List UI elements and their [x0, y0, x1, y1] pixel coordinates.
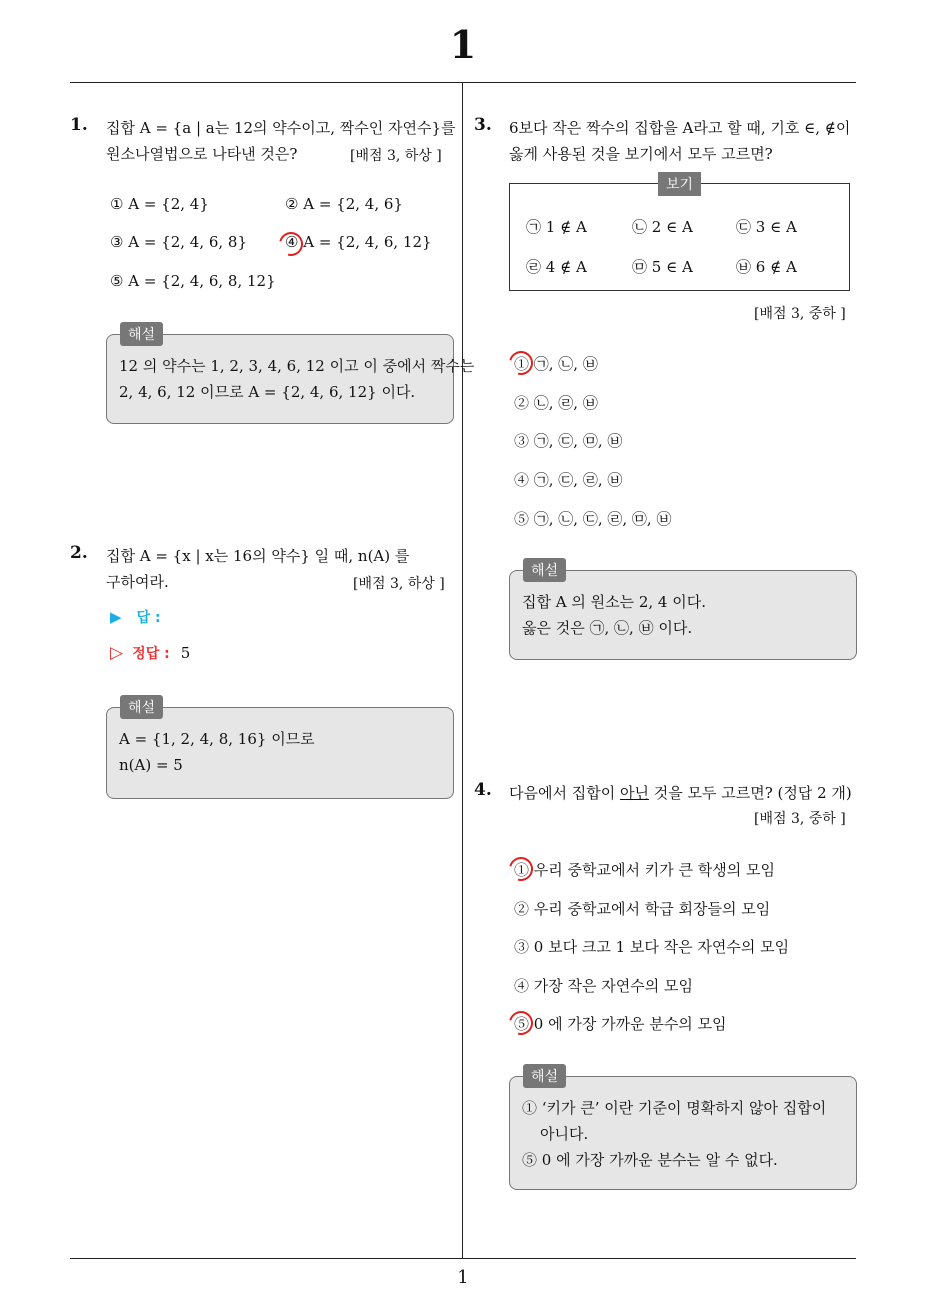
bogi-item-3: ㉢ 3 ∈ A — [736, 218, 797, 236]
solution-line1: 12 의 약수는 1, 2, 3, 4, 6, 12 이고 이 중에서 짝수는 — [119, 357, 475, 375]
choice-1[interactable]: ① 우리 중학교에서 키가 큰 학생의 모임 — [514, 861, 775, 879]
answer-row — [110, 607, 161, 627]
choice-3[interactable]: ③ 0 보다 크고 1 보다 작은 자연수의 모임 — [514, 938, 790, 956]
answer-label: 답 : — [136, 610, 161, 626]
play-icon: ▶ — [110, 608, 122, 626]
triangle-outline-icon: ▷ — [110, 643, 124, 663]
choice-5[interactable]: ⑤ A = {2, 4, 6, 8, 12} — [110, 272, 276, 290]
solution-box — [106, 334, 475, 424]
question-text-line1: 집합 A = {a | a는 12의 약수이고, 짝수인 자연수}를 — [106, 119, 456, 137]
choice-1[interactable]: ① ㉠, ㉡, ㉥ — [514, 355, 598, 373]
header-rule — [70, 82, 856, 83]
bogi-item-4: ㉣ 4 ∉ A — [526, 258, 587, 276]
solution-line1: ① ‘키가 큰’ 이란 기준이 명확하지 않아 집합이 — [522, 1099, 827, 1117]
correct-value: 5 — [180, 644, 191, 662]
question-text-underlined: 아닌 — [619, 784, 649, 802]
bogi-tag: 보기 — [658, 172, 701, 196]
solution-line3: ⑤ 0 에 가장 가까운 분수는 알 수 없다. — [522, 1151, 778, 1169]
solution-box — [106, 707, 454, 799]
score-label: [배점 3, 하상 ] — [350, 148, 442, 164]
choice-3[interactable]: ③ ㉠, ㉢, ㉤, ㉥ — [514, 432, 623, 450]
choice-2[interactable]: ② A = {2, 4, 6} — [285, 195, 403, 213]
question-number: 4. — [474, 780, 492, 800]
solution-line1: A = {1, 2, 4, 8, 16} 이므로 — [119, 730, 315, 748]
solution-box — [509, 1076, 857, 1190]
correct-answer-row — [110, 643, 190, 663]
question-text-line1: 6보다 작은 짝수의 집합을 A라고 할 때, 기호 ∈, ∉이 — [509, 119, 851, 137]
question-text-line2: 옳게 사용된 것을 보기에서 모두 고르면? — [509, 145, 773, 163]
solution-line2: 아니다. — [540, 1125, 589, 1143]
column-divider — [462, 83, 463, 1258]
choice-1[interactable]: ① A = {2, 4} — [110, 195, 209, 213]
choice-4[interactable]: ④ A = {2, 4, 6, 12} — [285, 233, 432, 251]
solution-line2: 2, 4, 6, 12 이므로 A = {2, 4, 6, 12} 이다. — [119, 383, 416, 401]
choice-3[interactable]: ③ A = {2, 4, 6, 8} — [110, 233, 248, 251]
choice-4[interactable]: ④ 가장 작은 자연수의 모임 — [514, 977, 693, 995]
question-3 — [474, 115, 859, 665]
bogi-box — [509, 183, 850, 291]
selected-mark-icon — [505, 347, 538, 380]
question-number: 1. — [70, 115, 88, 135]
bogi-item-6: ㉥ 6 ∉ A — [736, 258, 797, 276]
choice-2[interactable]: ② 우리 중학교에서 학급 회장들의 모임 — [514, 900, 771, 918]
question-text-line1: 집합 A = {x | x는 16의 약수} 일 때, n(A) 를 — [106, 547, 410, 565]
choice-5[interactable]: ⑤ ㉠, ㉡, ㉢, ㉣, ㉤, ㉥ — [514, 510, 672, 528]
solution-tag: 해설 — [120, 695, 163, 719]
question-text-line2: 원소나열법으로 나타낸 것은? — [106, 145, 298, 163]
footer-rule — [70, 1258, 856, 1259]
bogi-item-1: ㉠ 1 ∉ A — [526, 218, 587, 236]
question-text-line2: 구하여라. — [106, 573, 169, 591]
choice-2[interactable]: ② ㉡, ㉣, ㉥ — [514, 394, 598, 412]
solution-line1: 집합 A 의 원소는 2, 4 이다. — [522, 593, 706, 611]
solution-line2: n(A) = 5 — [119, 756, 183, 774]
choice-5[interactable]: ⑤ 0 에 가장 가까운 분수의 모임 — [514, 1015, 727, 1033]
solution-tag: 해설 — [523, 1064, 566, 1088]
bogi-item-5: ㉤ 5 ∈ A — [632, 258, 693, 276]
choice-4[interactable]: ④ ㉠, ㉢, ㉣, ㉥ — [514, 471, 623, 489]
solution-line2: 옳은 것은 ㉠, ㉡, ㉥ 이다. — [522, 619, 693, 637]
question-2 — [70, 543, 455, 803]
score-label: [배점 3, 중하 ] — [754, 306, 846, 322]
footer-page-number: 1 — [457, 1267, 469, 1288]
selected-mark-icon — [505, 853, 538, 886]
score-label: [배점 3, 하상 ] — [353, 576, 445, 592]
solution-tag: 해설 — [120, 322, 163, 346]
question-text-post: 것을 모두 고르면? (정답 2 개) — [648, 784, 852, 802]
question-number: 2. — [70, 543, 88, 563]
solution-box — [509, 570, 857, 660]
page-title: 1 — [449, 22, 477, 67]
correct-label: 정답 : — [132, 646, 170, 662]
question-1 — [70, 115, 475, 435]
score-label: [배점 3, 중하 ] — [754, 811, 846, 827]
selected-mark-icon — [505, 1007, 538, 1040]
solution-tag: 해설 — [523, 558, 566, 582]
question-text-pre: 다음에서 집합이 — [509, 784, 620, 802]
question-4 — [474, 780, 859, 1195]
question-number: 3. — [474, 115, 492, 135]
question-text-line1 — [509, 780, 852, 806]
bogi-item-2: ㉡ 2 ∈ A — [632, 218, 693, 236]
